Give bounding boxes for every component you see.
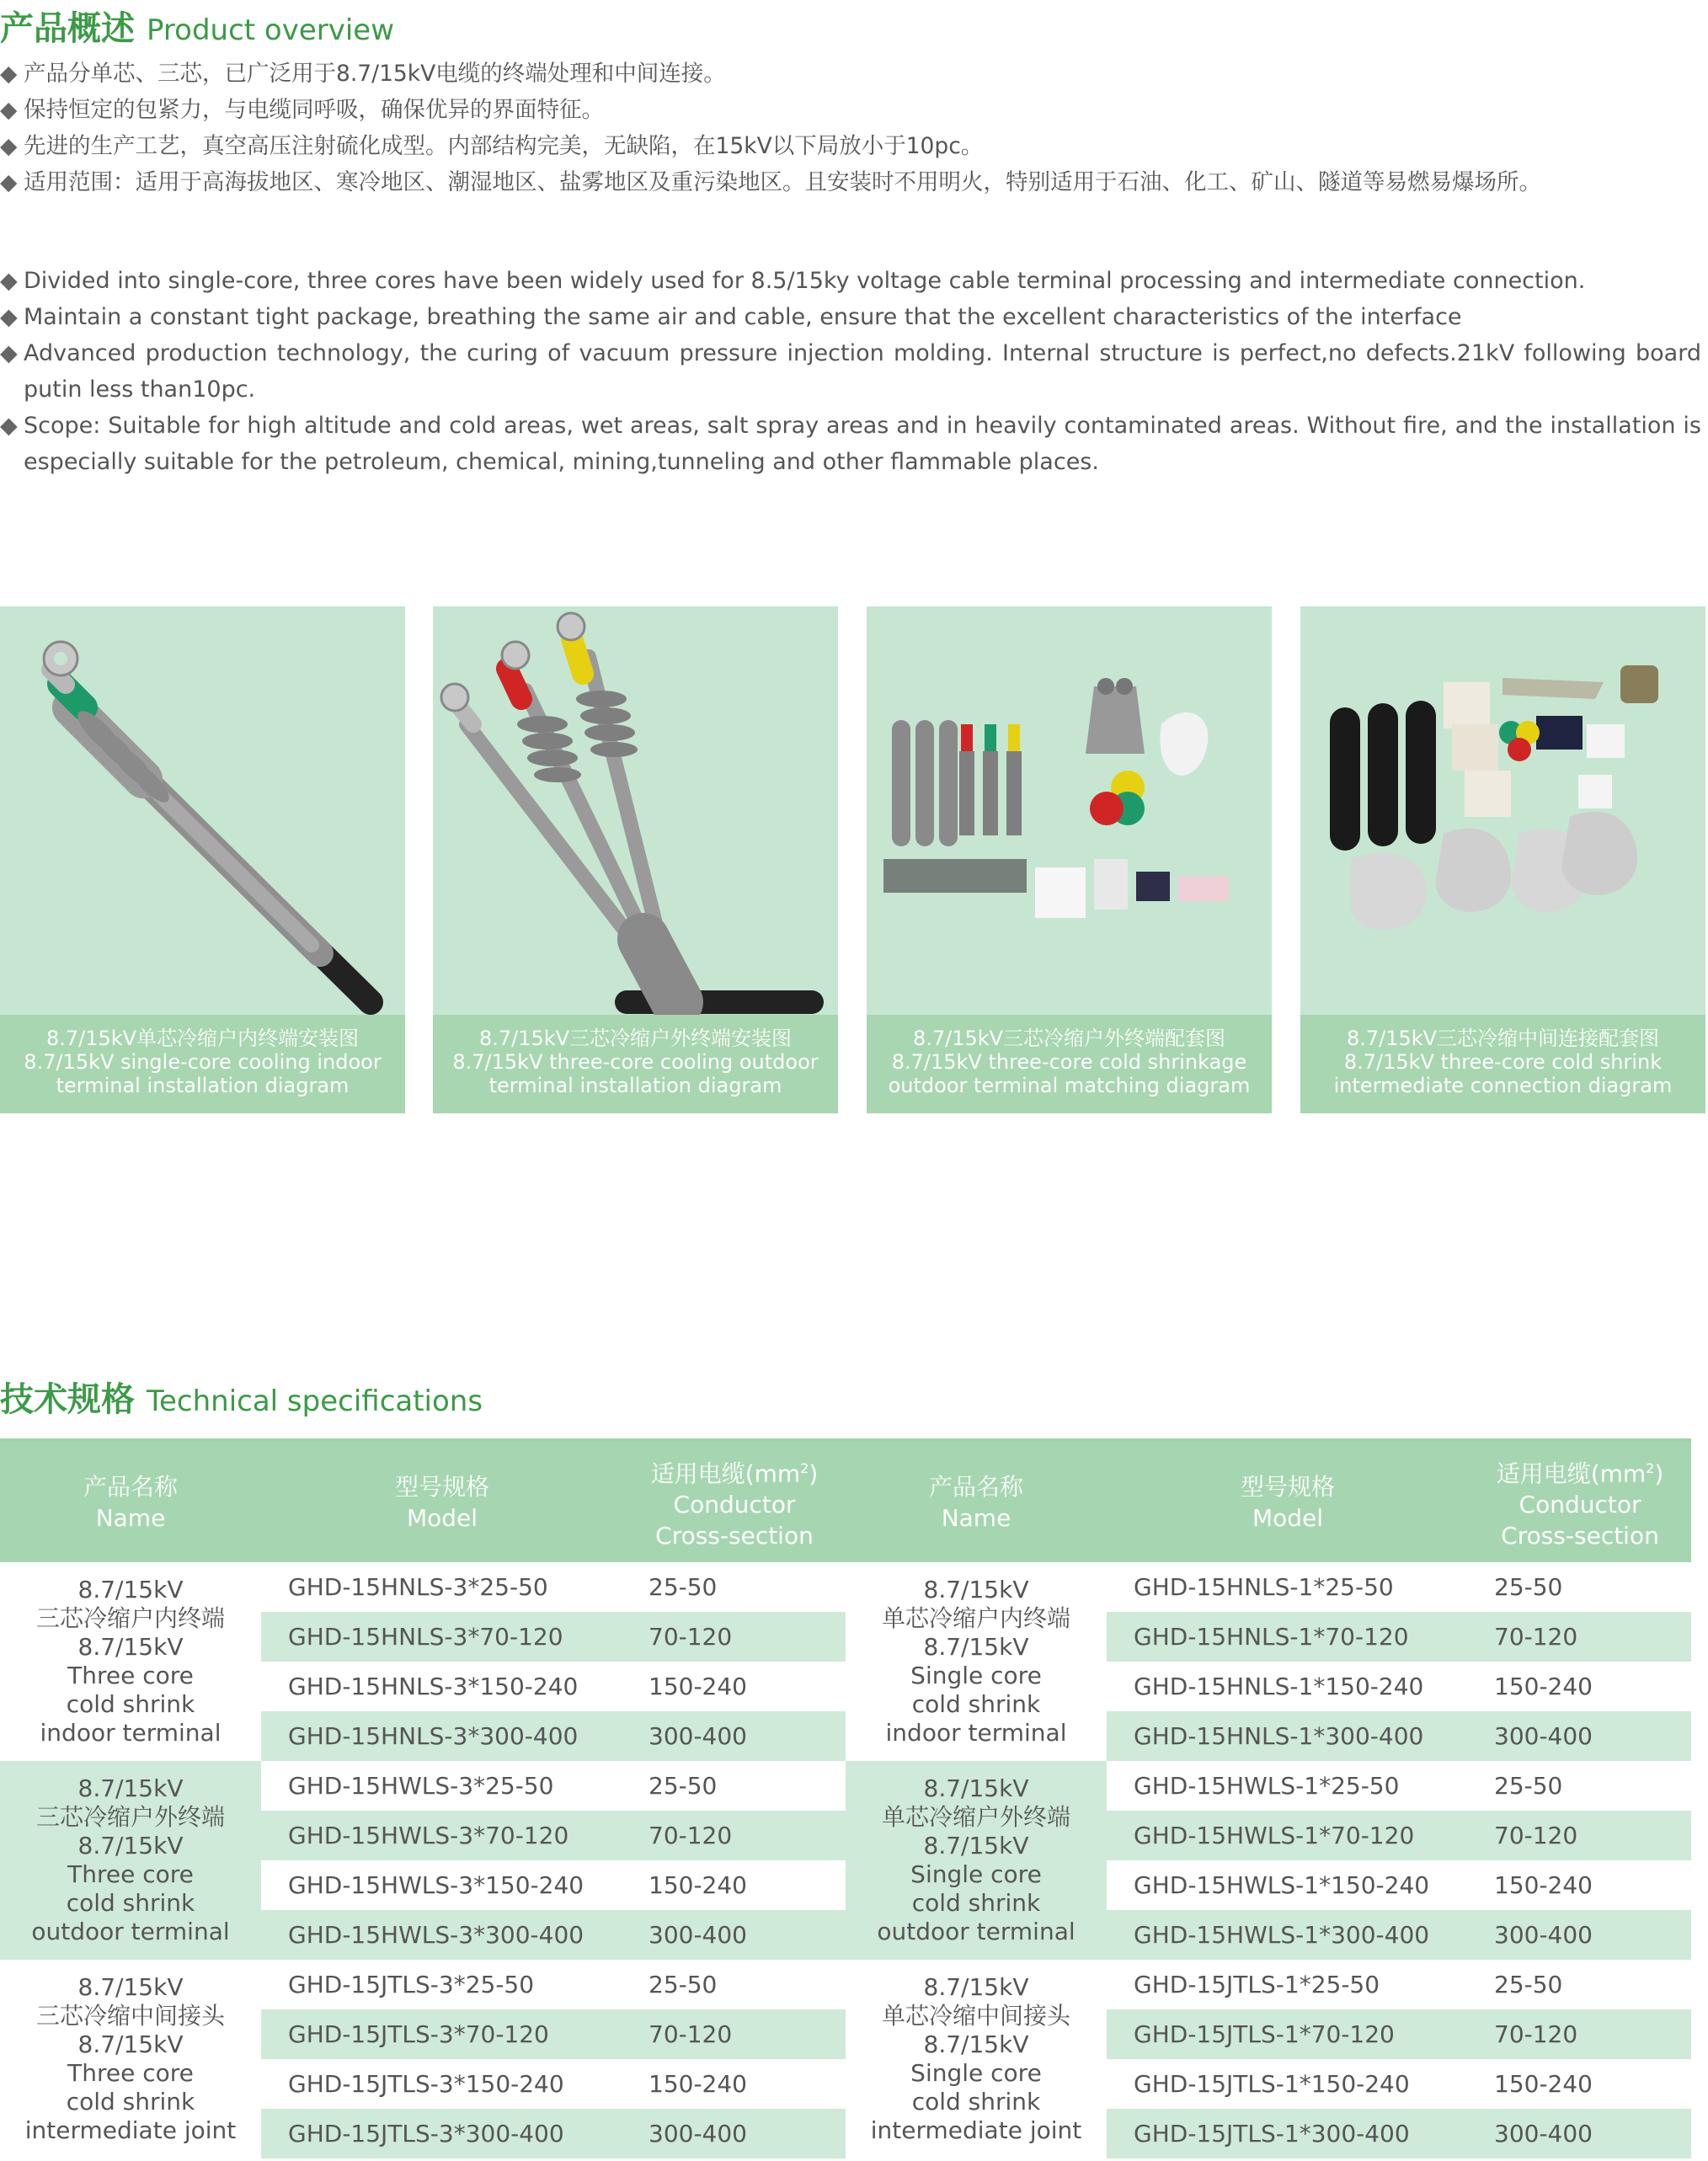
header-section — [1469, 1442, 1691, 1562]
product-name-line: 三芯冷缩中间接头 — [35, 2002, 225, 2030]
product-card — [433, 606, 838, 1113]
product-name-line: 三芯冷缩户外终端 — [35, 1803, 225, 1831]
product-name-line: 单芯冷缩中间接头 — [881, 2002, 1070, 2030]
cross-section-cell: 70-120 — [1469, 2009, 1691, 2059]
caption-cn: 8.7/15kV三芯冷缩中间连接配套图 — [1346, 1027, 1660, 1050]
overview-en-text: Scope: Suitable for high altitude and cold areas, wet areas, salt spray areas and in heavily contaminated areas. Without fire, and the installation is especially suitable for the petroleum, chemical, mining,tunneling and other flammable places. — [24, 413, 1701, 475]
overview-cn-text: 产品分单芯、三芯，已广泛用于8.7/15kV电缆的终端处理和中间连接。 — [24, 61, 726, 87]
overview-title-cn: 产品概述 — [0, 9, 135, 48]
header-section-cn-text: 适用电缆(mm — [650, 1459, 801, 1488]
header-model — [261, 1442, 623, 1562]
diamond-bullet-icon: ◆ — [0, 268, 18, 294]
overview-en-item — [0, 408, 1701, 480]
product-name-line: 8.7/15kV — [923, 2030, 1029, 2058]
product-name-line: intermediate joint — [24, 2116, 237, 2144]
cross-section-cell: 300-400 — [623, 2109, 846, 2158]
header-name-cn: 产品名称 — [928, 1472, 1023, 1501]
caption-en-line: 8.7/15kV single-core cooling indoor — [24, 1050, 382, 1074]
model-cell: GHD-15HNLS-3*70-120 — [261, 1612, 623, 1662]
cross-section-cell: 25-50 — [1469, 1960, 1691, 2009]
product-name-cell — [846, 1960, 1107, 2158]
specs-title-cn: 技术规格 — [0, 1380, 135, 1419]
product-name-line: indoor terminal — [40, 1719, 222, 1747]
product-card — [867, 606, 1272, 1113]
product-name-line: indoor terminal — [885, 1719, 1067, 1747]
spec-table — [0, 1442, 1691, 2158]
overview-en-text: Maintain a constant tight package, breathing the same air and cable, ensure that the excellent characteristics of the interface — [24, 304, 1462, 330]
model-cell: GHD-15HNLS-1*25-50 — [1107, 1562, 1469, 1612]
model-cell: GHD-15HNLS-1*300-400 — [1107, 1711, 1469, 1761]
overview-en-text: Divided into single-core, three cores have been widely used for 8.5/15ky voltage cable terminal processing and intermediate connection. — [24, 268, 1586, 294]
model-cell: GHD-15JTLS-3*25-50 — [261, 1960, 623, 2009]
cross-section-cell: 25-50 — [623, 1562, 846, 1612]
product-name-line: 三芯冷缩户内终端 — [35, 1604, 225, 1632]
model-cell: GHD-15HWLS-1*70-120 — [1107, 1811, 1469, 1860]
cross-section-cell: 150-240 — [1469, 2059, 1691, 2109]
header-model — [1107, 1442, 1469, 1562]
caption-en-line: intermediate connection diagram — [1333, 1074, 1673, 1097]
product-photo-three-core-outdoor-terminal — [433, 606, 838, 1015]
specs-title — [0, 1373, 483, 1421]
caption-en-line: terminal installation diagram — [56, 1074, 350, 1097]
model-cell: GHD-15HNLS-3*25-50 — [261, 1562, 623, 1612]
header-model-en: Model — [406, 1503, 478, 1532]
joint-kit-image — [1300, 606, 1705, 1015]
cross-section-cell: 150-240 — [623, 1860, 846, 1910]
table-row — [0, 1960, 1691, 2009]
overview-cn-item — [0, 92, 1701, 128]
overview-en-item — [0, 263, 1701, 299]
product-caption — [433, 1015, 838, 1113]
specs-title-en: Technical specifications — [147, 1385, 483, 1418]
header-section-cn — [623, 1453, 846, 1489]
cross-section-cell: 300-400 — [623, 1910, 846, 1960]
product-name-line: cold shrink — [911, 1690, 1041, 1718]
model-cell: GHD-15JTLS-1*150-240 — [1107, 2059, 1469, 2109]
header-section-en: Conductor — [1519, 1491, 1641, 1519]
cross-section-cell: 70-120 — [1469, 1612, 1691, 1662]
model-cell: GHD-15JTLS-3*70-120 — [261, 2009, 623, 2059]
model-cell: GHD-15HNLS-3*300-400 — [261, 1711, 623, 1761]
model-cell: GHD-15HWLS-1*150-240 — [1107, 1860, 1469, 1910]
model-cell: GHD-15HNLS-1*150-240 — [1107, 1662, 1469, 1711]
product-name-line: 8.7/15kV — [923, 1633, 1029, 1661]
product-name-line: 8.7/15kV — [77, 1633, 184, 1661]
model-cell: GHD-15HWLS-1*300-400 — [1107, 1910, 1469, 1960]
header-section-close: ) — [809, 1459, 819, 1488]
cross-section-cell: 150-240 — [1469, 1662, 1691, 1711]
overview-cn-text: 保持恒定的包紧力，与电缆同呼吸，确保优异的界面特征。 — [24, 97, 604, 123]
product-name-line: 单芯冷缩户内终端 — [881, 1604, 1070, 1632]
header-section-en: Cross-section — [1501, 1522, 1659, 1550]
product-photo-intermediate-joint-kit — [1300, 606, 1705, 1015]
model-cell: GHD-15JTLS-3*300-400 — [261, 2109, 623, 2158]
product-name-line: Three core — [67, 1860, 194, 1888]
product-name-line: cold shrink — [911, 1889, 1041, 1917]
product-name-cell — [0, 1960, 261, 2158]
overview-cn-item — [0, 128, 1701, 164]
product-name-line: 8.7/15kV — [77, 1973, 184, 2001]
cross-section-cell: 25-50 — [623, 1761, 846, 1811]
cross-section-cell: 70-120 — [623, 2009, 846, 2059]
model-cell: GHD-15HWLS-3*25-50 — [261, 1761, 623, 1811]
model-cell: GHD-15HWLS-1*25-50 — [1107, 1761, 1469, 1811]
diamond-bullet-icon: ◆ — [0, 133, 18, 159]
header-section-close: ) — [1654, 1459, 1664, 1488]
cross-section-cell: 70-120 — [623, 1612, 846, 1662]
cross-section-cell: 300-400 — [1469, 1711, 1691, 1761]
overview-cn-list — [0, 56, 1701, 200]
caption-en-line: 8.7/15kV three-core cooling outdoor — [452, 1050, 819, 1074]
caption-cn: 8.7/15kV单芯冷缩户内终端安装图 — [45, 1027, 360, 1050]
model-cell: GHD-15HWLS-3*70-120 — [261, 1811, 623, 1860]
caption-cn: 8.7/15kV三芯冷缩户外终端安装图 — [478, 1027, 793, 1050]
product-name-cell — [846, 1562, 1107, 1761]
table-header-row — [0, 1442, 1691, 1562]
header-name-cn: 产品名称 — [83, 1472, 178, 1501]
cross-section-cell: 25-50 — [1469, 1562, 1691, 1612]
product-name-line: 8.7/15kV — [77, 1774, 184, 1802]
single-core-terminal-image — [0, 606, 405, 1015]
product-name-line: 8.7/15kV — [77, 1576, 184, 1603]
table-row — [0, 1562, 1691, 1612]
product-name-line: Single core — [910, 1662, 1042, 1689]
cross-section-cell: 150-240 — [1469, 1860, 1691, 1910]
header-name-en: Name — [941, 1503, 1011, 1532]
overview-en-list — [0, 263, 1701, 480]
product-name-cell — [0, 1562, 261, 1761]
product-name-line: Three core — [67, 2059, 194, 2087]
product-name-line: cold shrink — [66, 1889, 195, 1917]
header-section-sup: 2 — [800, 1459, 809, 1476]
product-name-line: 8.7/15kV — [923, 1774, 1029, 1802]
caption-cn: 8.7/15kV三芯冷缩户外终端配套图 — [912, 1027, 1226, 1050]
product-name-line: 8.7/15kV — [77, 1832, 184, 1860]
product-name-cell — [846, 1761, 1107, 1960]
cross-section-cell: 150-240 — [623, 1662, 846, 1711]
product-photo-outdoor-terminal-kit — [867, 606, 1272, 1015]
product-caption — [867, 1015, 1272, 1113]
caption-en-line: 8.7/15kV three-core cold shrink — [1343, 1050, 1663, 1074]
cross-section-cell: 25-50 — [1469, 1761, 1691, 1811]
overview-title — [0, 2, 394, 50]
cross-section-cell: 150-240 — [623, 2059, 846, 2109]
product-name-line: 8.7/15kV — [923, 1973, 1029, 2001]
product-caption — [1300, 1015, 1705, 1113]
header-section — [623, 1442, 846, 1562]
header-section-cn — [1469, 1453, 1691, 1489]
header-name — [0, 1442, 261, 1562]
caption-en-line: outdoor terminal matching diagram — [888, 1074, 1251, 1097]
model-cell: GHD-15JTLS-1*70-120 — [1107, 2009, 1469, 2059]
overview-cn-item — [0, 56, 1701, 92]
model-cell: GHD-15JTLS-1*300-400 — [1107, 2109, 1469, 2158]
product-name-line: cold shrink — [66, 2088, 195, 2116]
product-card — [0, 606, 405, 1113]
product-name-cell — [0, 1761, 261, 1960]
overview-en-text: Advanced production technology, the curing of vacuum pressure injection molding. Internal structure is perfect,no defects.21kV following board putin less than10pc. — [24, 340, 1701, 403]
cross-section-cell: 70-120 — [1469, 1811, 1691, 1860]
header-section-sup: 2 — [1646, 1459, 1655, 1476]
product-name-line: Single core — [910, 1860, 1042, 1888]
model-cell: GHD-15JTLS-1*25-50 — [1107, 1960, 1469, 2009]
diamond-bullet-icon: ◆ — [0, 304, 18, 330]
product-name-line: 8.7/15kV — [923, 1576, 1029, 1603]
caption-en-line: 8.7/15kV three-core cold shrinkage — [891, 1050, 1247, 1074]
three-core-terminal-image — [433, 606, 838, 1015]
overview-en-item — [0, 299, 1701, 335]
model-cell: GHD-15HNLS-3*150-240 — [261, 1662, 623, 1711]
product-name-line: Three core — [67, 1662, 194, 1689]
overview-cn-text: 先进的生产工艺，真空高压注射硫化成型。内部结构完美，无缺陷，在15kV以下局放小于10pc。 — [24, 133, 984, 159]
product-photo-single-core-indoor-terminal — [0, 606, 405, 1015]
header-name — [846, 1442, 1107, 1562]
product-name-line: intermediate joint — [870, 2116, 1082, 2144]
product-name-line: 8.7/15kV — [77, 2030, 184, 2058]
diamond-bullet-icon: ◆ — [0, 61, 18, 87]
overview-title-en: Product overview — [147, 13, 395, 47]
cross-section-cell: 300-400 — [1469, 1910, 1691, 1960]
overview-cn-item — [0, 164, 1701, 200]
table-row — [0, 1761, 1691, 1811]
cross-section-cell: 70-120 — [623, 1811, 846, 1860]
cross-section-cell: 25-50 — [623, 1960, 846, 2009]
diamond-bullet-icon: ◆ — [0, 169, 18, 195]
header-model-cn: 型号规格 — [394, 1472, 489, 1501]
cross-section-cell: 300-400 — [623, 1711, 846, 1761]
cross-section-cell: 300-400 — [1469, 2109, 1691, 2158]
product-caption — [0, 1015, 405, 1113]
header-section-en: Conductor — [673, 1491, 796, 1519]
product-name-line: 8.7/15kV — [923, 1832, 1029, 1860]
product-card — [1300, 606, 1705, 1113]
overview-cn-text: 适用范围：适用于高海拔地区、寒冷地区、潮湿地区、盐雾地区及重污染地区。且安装时不用明火，特别适用于石油、化工、矿山、隧道等易燃易爆场所。 — [24, 169, 1541, 195]
model-cell: GHD-15HWLS-3*150-240 — [261, 1860, 623, 1910]
header-section-cn-text: 适用电缆(mm — [1496, 1459, 1647, 1488]
product-name-line: Single core — [910, 2059, 1042, 2087]
product-name-line: 单芯冷缩户外终端 — [881, 1803, 1070, 1831]
header-section-en: Cross-section — [655, 1522, 814, 1550]
diamond-bullet-icon: ◆ — [0, 340, 18, 366]
header-model-en: Model — [1252, 1503, 1324, 1532]
header-model-cn: 型号规格 — [1240, 1472, 1335, 1501]
caption-en-line: terminal installation diagram — [488, 1074, 782, 1097]
model-cell: GHD-15JTLS-3*150-240 — [261, 2059, 623, 2109]
product-name-line: cold shrink — [66, 1690, 195, 1718]
product-name-line: outdoor terminal — [31, 1918, 230, 1945]
terminal-kit-image — [867, 606, 1272, 1015]
diamond-bullet-icon: ◆ — [0, 413, 18, 439]
overview-en-item — [0, 335, 1701, 408]
model-cell: GHD-15HNLS-1*70-120 — [1107, 1612, 1469, 1662]
model-cell: GHD-15HWLS-3*300-400 — [261, 1910, 623, 1960]
header-name-en: Name — [95, 1503, 166, 1532]
product-name-line: cold shrink — [911, 2088, 1041, 2116]
product-name-line: outdoor terminal — [877, 1918, 1076, 1945]
diamond-bullet-icon: ◆ — [0, 97, 18, 123]
spec-table-body — [0, 1562, 1691, 2158]
